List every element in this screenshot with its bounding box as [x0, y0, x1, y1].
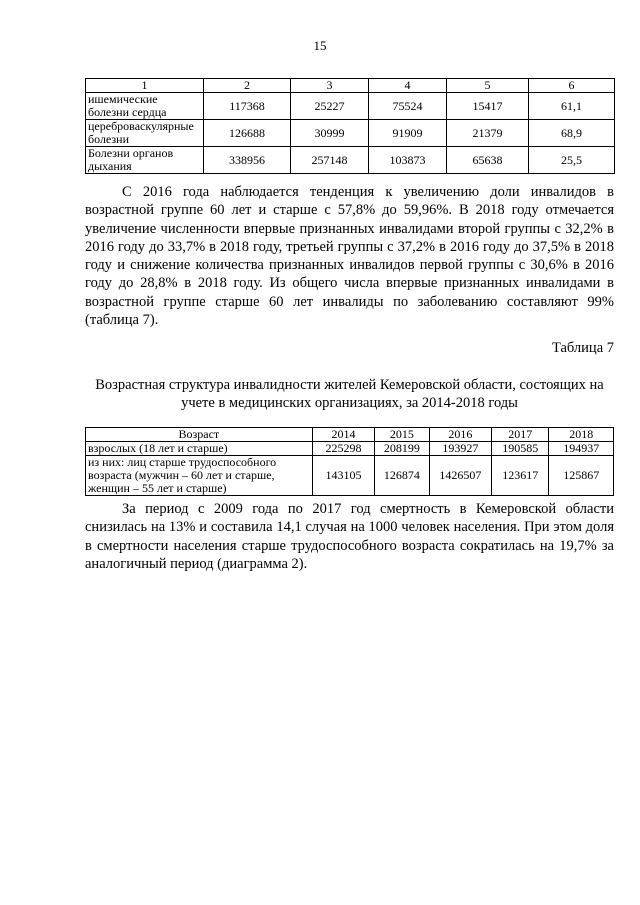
table-cell: 30999: [291, 120, 369, 147]
row-label: ишемические болезни сердца: [86, 93, 204, 120]
table-cell: 190585: [492, 442, 549, 456]
table-header-row: [86, 79, 615, 93]
row-label: взрослых (18 лет и старше): [86, 442, 313, 456]
header-cell: 2015: [375, 428, 429, 442]
row-label: Болезни органов дыхания: [86, 147, 204, 174]
header-cell: 1: [86, 79, 204, 93]
table-cell: 126874: [375, 456, 429, 496]
table-cell: 103873: [369, 147, 447, 174]
table7-label: Таблица 7: [551, 340, 614, 356]
table-cell: 208199: [375, 442, 429, 456]
paragraph-disability-trends: С 2016 года наблюдается тенденция к увеличению доли инвалидов в возрастной группе 60 лет и старше с 57,8% до 59,96%. В 2018 году отмечается увеличение численности впервые признанных инвалидами второй группы с 32,2% в 2016 году до 33,7% в 2018 году, третьей группы с 37,2% в 2016 году до 37,5% в 2018 году и снижение количества признанных инвалидов первой группы с 30,6% в 2016 году до 28,8% в 2018 году. Из общего числа впервые признанных инвалидами в возрастной группе старше 60 лет инвалиды по заболеванию составляют 99% (таблица 7).: [85, 184, 614, 329]
table-cell: 61,1: [529, 93, 615, 120]
table-cell: 21379: [447, 120, 529, 147]
page-number: 15: [313, 38, 327, 53]
table-cell: 338956: [204, 147, 291, 174]
table-cell: 125867: [549, 456, 614, 496]
table-row: [86, 442, 614, 456]
table-cell: 75524: [369, 93, 447, 120]
table-cell: 225298: [312, 442, 374, 456]
table-cell: 25,5: [529, 147, 615, 174]
table-row: [86, 93, 615, 120]
header-cell: 2016: [429, 428, 491, 442]
table-cell: 257148: [291, 147, 369, 174]
table-row: [86, 147, 615, 174]
table-cell: 123617: [492, 456, 549, 496]
header-cell: Возраст: [86, 428, 313, 442]
header-cell: 4: [369, 79, 447, 93]
table-cell: 68,9: [529, 120, 615, 147]
table-header-row: [86, 428, 614, 442]
table7-title: Возрастная структура инвалидности жителей Кемеровской области, состоящих на учете в медицинских организациях, за 2014-2018 годы: [95, 377, 604, 412]
table-row: [86, 456, 614, 496]
table-row: [86, 120, 615, 147]
table-cell: 194937: [549, 442, 614, 456]
table-cell: 25227: [291, 93, 369, 120]
header-cell: 5: [447, 79, 529, 93]
row-label: цереброваскулярные болезни: [86, 120, 204, 147]
table-cell: 117368: [204, 93, 291, 120]
header-cell: 2017: [492, 428, 549, 442]
header-cell: 3: [291, 79, 369, 93]
table-cell: 91909: [369, 120, 447, 147]
table-cell: 193927: [429, 442, 491, 456]
table-cell: 143105: [312, 456, 374, 496]
header-cell: 2: [204, 79, 291, 93]
disability-causes-table: [85, 78, 615, 174]
header-cell: 2018: [549, 428, 614, 442]
table-cell: 126688: [204, 120, 291, 147]
table-cell: 1426507: [429, 456, 491, 496]
header-cell: 6: [529, 79, 615, 93]
age-structure-table: [85, 427, 614, 496]
row-label: из них: лиц старше трудоспособного возраста (мужчин – 60 лет и старше, женщин – 55 лет и старше): [86, 456, 313, 496]
table-cell: 15417: [447, 93, 529, 120]
table-cell: 65638: [447, 147, 529, 174]
paragraph-mortality: За период с 2009 года по 2017 год смертность в Кемеровской области снизилась на 13% и составила 14,1 случая на 1000 человек населения. При этом доля в смертности населения старше трудоспособного возраста сократилась на 19,7% за аналогичный период (диаграмма 2).: [85, 501, 614, 572]
header-cell: 2014: [312, 428, 374, 442]
